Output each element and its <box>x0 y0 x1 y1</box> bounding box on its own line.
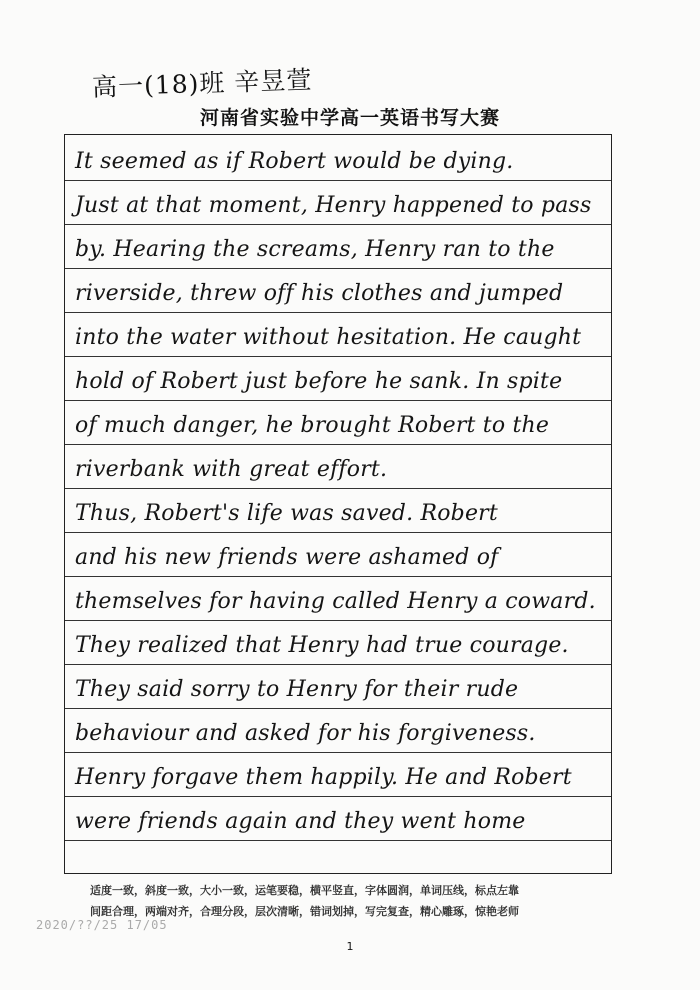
rule-line <box>65 708 611 709</box>
rule-line <box>65 840 611 841</box>
writing-tips-line-2: 间距合理，两端对齐，合理分段，层次清晰，错词划掉，写完复查，精心雕琢，惊艳老师 <box>90 905 519 918</box>
rule-line <box>65 664 611 665</box>
handwriting-line: themselves for having called Henry a coward. <box>75 589 596 614</box>
writing-tips-line-1: 适度一致，斜度一致，大小一致，运笔要稳，横平竖直，字体圆润，单词压线，标点左靠 <box>90 884 519 897</box>
page-number: 1 <box>346 940 354 953</box>
rule-line <box>65 488 611 489</box>
rule-line <box>65 752 611 753</box>
handwriting-line: and his new friends were ashamed of <box>75 545 499 570</box>
handwriting-line: Thus, Robert's life was saved. Robert <box>75 501 498 526</box>
rule-line <box>65 796 611 797</box>
rule-line <box>65 400 611 401</box>
handwriting-line: They said sorry to Henry for their rude <box>75 677 519 702</box>
handwriting-line: Just at that moment, Henry happened to pass <box>75 193 592 218</box>
handwriting-line: Henry forgave them happily. He and Robert <box>75 765 572 790</box>
rule-line <box>65 620 611 621</box>
writing-sheet <box>64 134 612 874</box>
student-name: 高一(18)班 辛昱萱 <box>91 65 313 102</box>
rule-line <box>65 444 611 445</box>
handwriting-line: into the water without hesitation. He caught <box>75 325 582 350</box>
handwriting-line: of much danger, he brought Robert to the <box>75 413 550 438</box>
rule-line <box>65 224 611 225</box>
handwriting-line: hold of Robert just before he sank. In spite <box>75 369 563 394</box>
handwriting-line: riverside, threw off his clothes and jumped <box>75 281 564 306</box>
handwriting-line: It seemed as if Robert would be dying. <box>75 149 514 174</box>
handwriting-line: behaviour and asked for his forgiveness. <box>75 721 536 746</box>
rule-line <box>65 532 611 533</box>
rule-line <box>65 356 611 357</box>
rule-line <box>65 576 611 577</box>
contest-title: 河南省实验中学高一英语书写大赛 <box>199 107 500 129</box>
handwriting-line: were friends again and they went home <box>75 809 526 834</box>
rule-line <box>65 268 611 269</box>
rule-line <box>65 180 611 181</box>
scan-stamp: 2020/??/25 17/05 <box>36 918 168 932</box>
handwriting-line: They realized that Henry had true courage. <box>75 633 569 658</box>
rule-line <box>65 312 611 313</box>
handwriting-line: riverbank with great effort. <box>75 457 388 482</box>
handwriting-line: by. Hearing the screams, Henry ran to the <box>75 237 555 262</box>
